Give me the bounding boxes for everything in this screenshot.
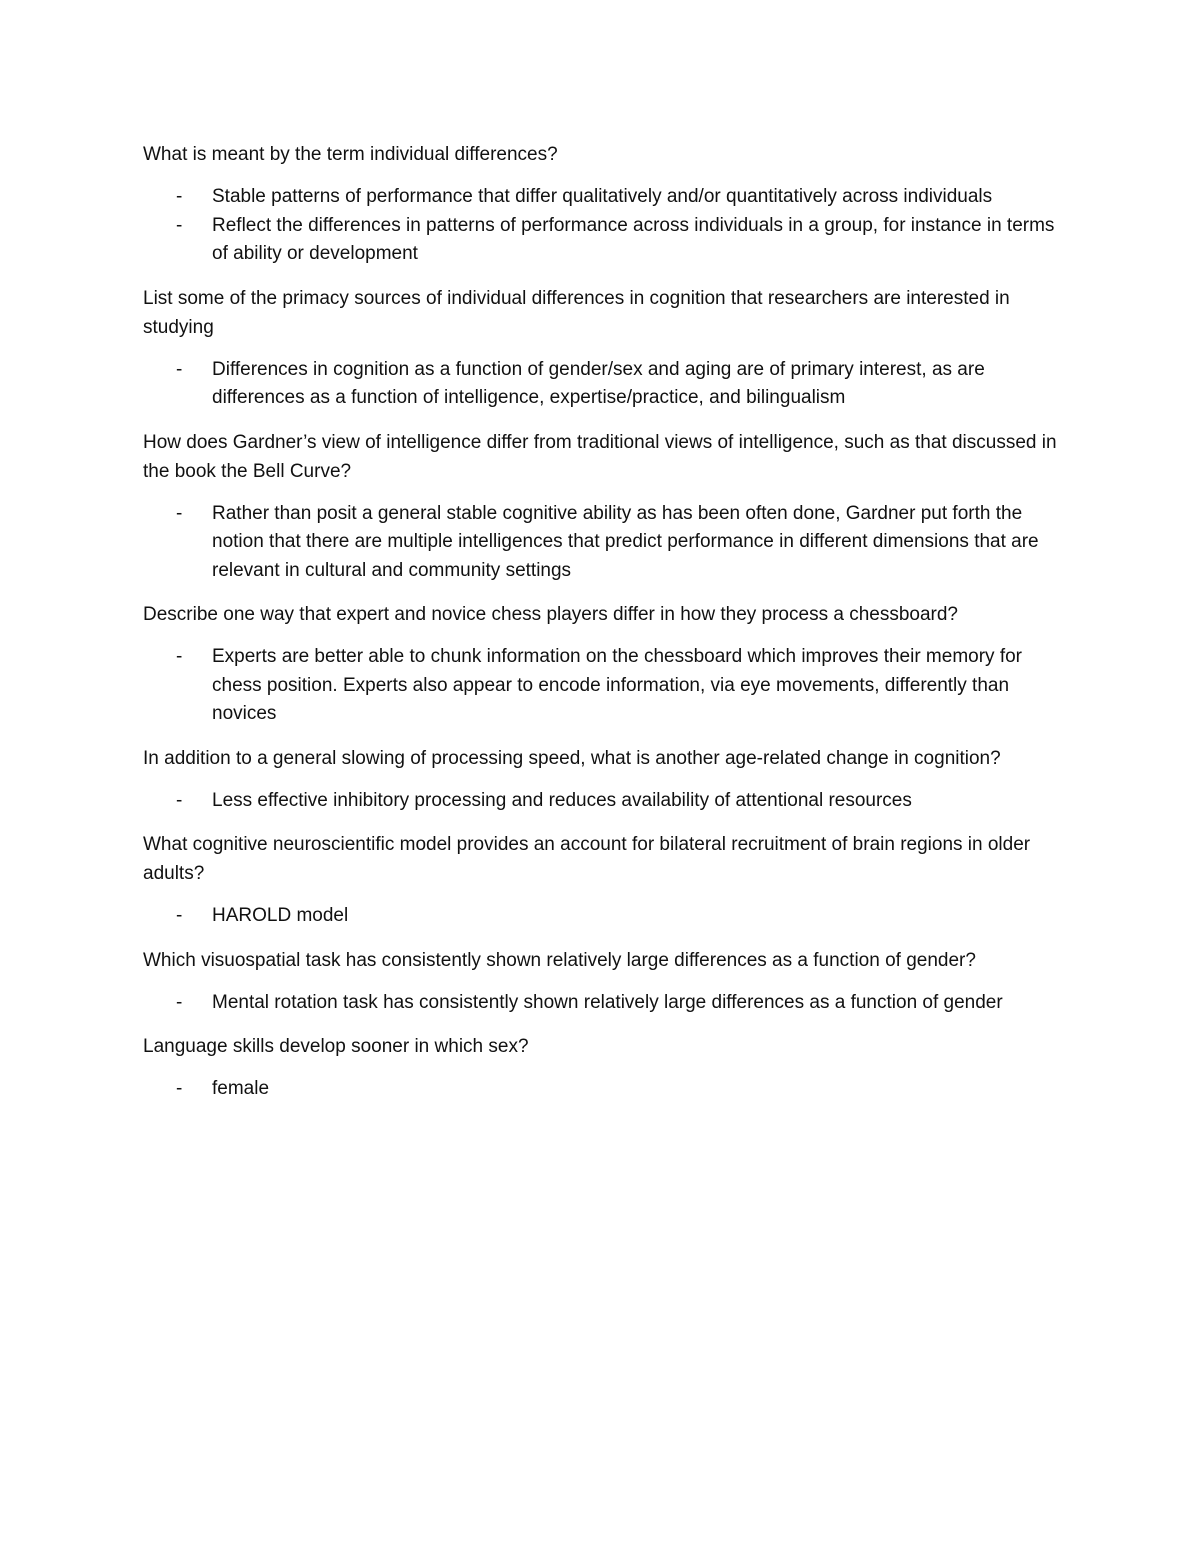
answer-list [143,787,1063,816]
question-text: Describe one way that expert and novice chess players differ in how they process a chessboard? [143,604,958,625]
bullet-dash: - [176,646,183,667]
answer-item [143,902,1063,931]
qa-block [143,140,1063,269]
qa-block [143,744,1063,816]
bullet-dash: - [176,502,183,524]
answer-text: Reflect the differences in patterns of performance across individuals in a group, for instance in terms of ability or development [212,214,1055,264]
answer-list [143,356,1063,413]
answer-list [143,902,1063,931]
answer-item [143,787,1063,816]
answer-list [143,643,1063,729]
bullet-dash: - [176,991,183,1013]
bullet-dash: - [176,905,183,926]
question-text: List some of the primacy sources of individual differences in cognition that researchers are interested in studying [143,287,1010,338]
bullet-dash: - [176,358,183,380]
answer-text: Rather than posit a general stable cognitive ability as has been often done, Gardner put forth the notion that there are multiple intelligences that predict performance in different dimensions that are relevant in cultural and community settings [212,502,1039,581]
question-text: In addition to a general slowing of processing speed, what is another age-related change in cognition? [143,747,1001,769]
answer-text: Differences in cognition as a function of gender/sex and aging are of primary interest, as are differences as a function of intelligence, expertise/practice, and bilingualism [212,358,985,408]
answer-item [143,356,1063,413]
answer-text: HAROLD model [212,905,349,926]
question-text: How does Gardner’s view of intelligence differ from traditional views of intelligence, such as that discussed in the book the Bell Curve? [143,431,1057,482]
answer-list [143,183,1063,269]
answer-text: Less effective inhibitory processing and reduces availability of attentional resources [212,789,912,811]
question-text: Language skills develop sooner in which sex? [143,1036,529,1057]
bullet-dash: - [176,789,183,811]
qa-block [143,284,1063,413]
answer-item [143,1075,1063,1104]
qa-block [143,600,1063,729]
question-text: What cognitive neuroscientific model provides an account for bilateral recruitment of brain regions in older adults? [143,834,1031,884]
qa-block [143,830,1063,931]
answer-text: Mental rotation task has consistently shown relatively large differences as a function of gender [212,991,1003,1013]
answer-item [143,643,1063,729]
qa-block [143,1032,1063,1104]
document-page [143,140,1063,1119]
bullet-dash: - [176,1078,183,1099]
answer-list [143,989,1063,1018]
answer-text: Stable patterns of performance that differ qualitatively and/or quantitatively across individuals [212,186,993,207]
qa-block [143,428,1063,586]
bullet-dash: - [176,186,183,207]
answer-item [143,183,1063,212]
question-text: What is meant by the term individual differences? [143,144,558,165]
answer-item [143,500,1063,586]
bullet-dash: - [176,214,183,236]
answer-text: Experts are better able to chunk information on the chessboard which improves their memory for chess position. Experts also appear to encode information, via eye movements, differently than novices [212,646,1022,724]
answer-list [143,1075,1063,1104]
answer-list [143,500,1063,586]
answer-item [143,989,1063,1018]
answer-item [143,212,1063,269]
question-text: Which visuospatial task has consistently shown relatively large differences as a function of gender? [143,949,976,971]
qa-block [143,946,1063,1018]
answer-text: female [212,1078,270,1099]
